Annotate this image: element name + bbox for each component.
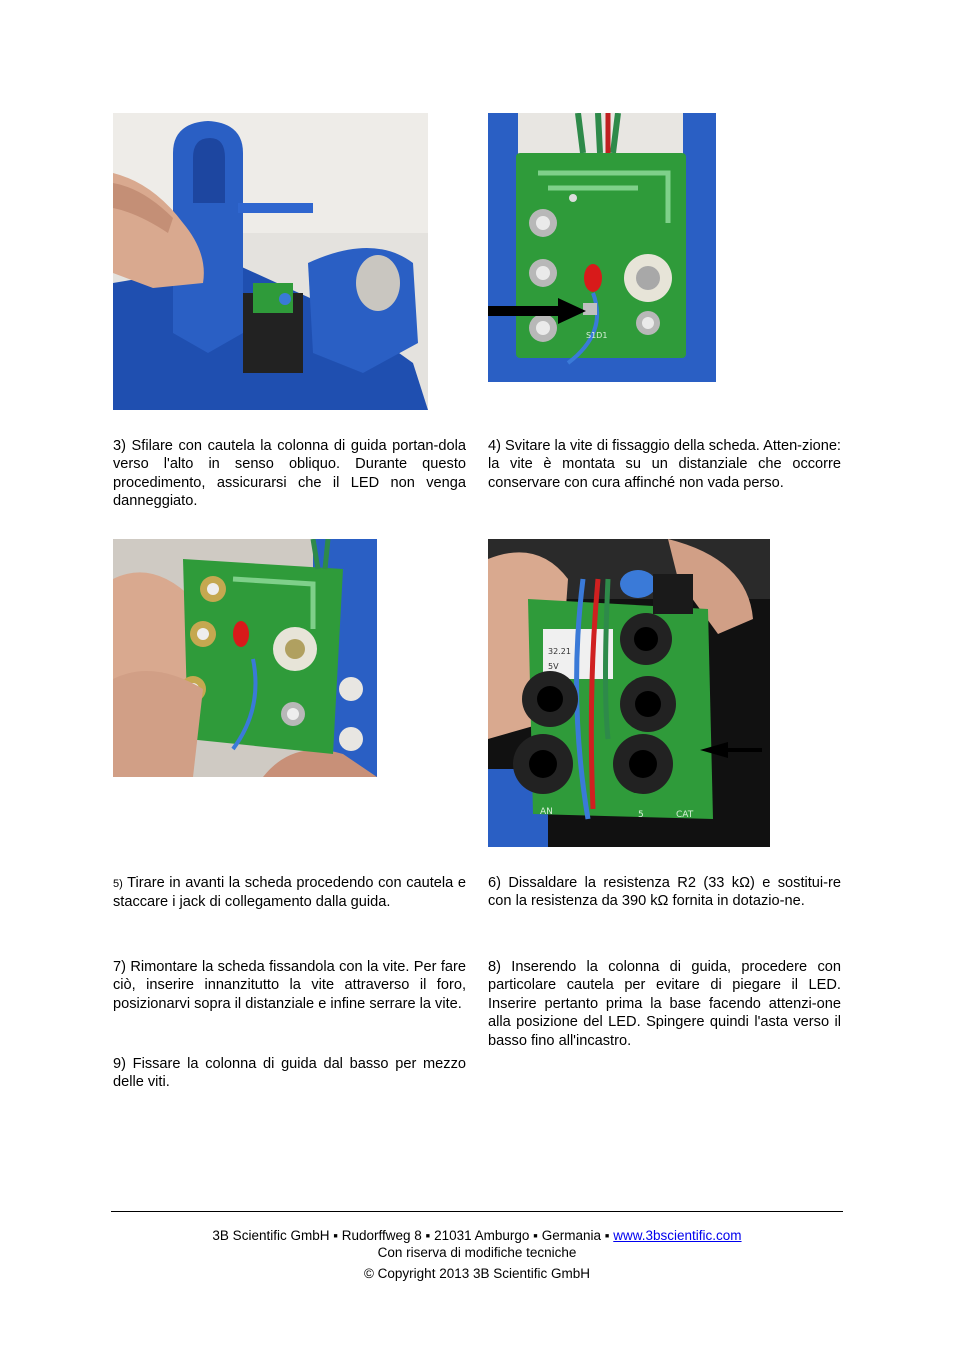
relay-label-1: 32.21	[548, 647, 571, 656]
jack-label-5: 5	[638, 810, 644, 820]
board-silkscreen-label: S1D1	[586, 331, 608, 340]
step-9-text: 9) Fissare la colonna di guida dal basso per mezzo delle viti.	[113, 1056, 466, 1091]
photo-step-4	[488, 113, 716, 382]
photo-step-3	[113, 113, 428, 410]
footer-address: 3B Scientific GmbH ▪ Rudorffweg 8 ▪ 21031 Amburgo ▪ Germania ▪	[212, 1228, 614, 1243]
photo-step-6	[488, 539, 770, 847]
footer-website-link[interactable]: www.3bscientific.com	[613, 1228, 742, 1243]
step-8-text: 8) Inserendo la colonna di guida, procedere con particolare cautela per evitare di piegare il LED. Inserire pertanto prima la base facendo attenzi-one alla posizione del LED. Spingere quindi l'asta verso il basso fino all'incastro.	[488, 959, 841, 1049]
footer-address-line	[111, 1227, 843, 1244]
footer-notice: Con riserva di modifiche tecniche	[377, 1245, 577, 1260]
footer-copyright: © Copyright 2013 3B Scientific GmbH	[363, 1266, 591, 1281]
jack-label-cat: CAT	[676, 810, 694, 820]
jack-label-an: AN	[540, 807, 553, 817]
step-5-text	[113, 874, 466, 912]
photo-step-5	[113, 539, 377, 777]
relay-label-2: 5V	[548, 662, 559, 671]
footer-divider	[111, 1211, 843, 1212]
step-3-text: 3) Sfilare con cautela la colonna di guida portan-dola verso l'alto in senso obliquo. Durante questo procedimento, assicurarsi che il LED non venga danneggiato.	[113, 438, 466, 510]
step-4-text: 4) Svitare la vite di fissaggio della scheda. Atten-zione: la vite è montata su un distanziale che occorre conservare con cura affinché non vada perso.	[488, 438, 841, 491]
step-6-text: 6) Dissaldare la resistenza R2 (33 kΩ) e sostitui-re con la resistenza da 390 kΩ fornita in dotazio-ne.	[488, 875, 841, 910]
step-5-body: Tirare in avanti la scheda procedendo con cautela e staccare i jack di collegamento dalla guida.	[113, 875, 466, 911]
step-7-text: 7) Rimontare la scheda fissandola con la vite. Per fare ciò, inserire innanzitutto la vite attraverso il foro, posizionarvi sopra il distanziale e infine serrare la vite.	[113, 959, 466, 1012]
step-5-number: 5)	[113, 878, 123, 890]
